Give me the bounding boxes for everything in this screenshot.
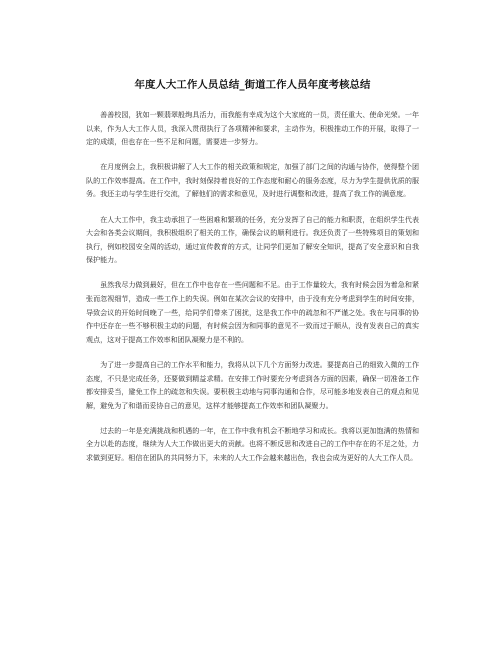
paragraph-2: 在月度例会上，我积极讲解了人大工作的相关政策和规定，加强了部门之间的沟通与协作，使得整个团队的工作效率提高。在工作中，我时刻保持着良好的工作态度和耐心的服务态度，尽力为学生提供优质的服务。我还主动与学生进行交流，了解他们的需求和意见，及时进行调整和改进，提高了我工作的满意度。 <box>86 162 419 199</box>
paragraph-3: 在人大工作中，我主动承担了一些困难和繁琐的任务，充分发挥了自己的能力和职责，在组织学生代表大会和各类会议期间，我积极组织了相关的工作，确保会议的顺利进行。我还负责了一些特殊项目的策划和执行，例如校园安全周的活动，通过宣传教育的方式，让同学们更加了解安全知识，提高了安全意识和自我保护能力。 <box>86 214 419 265</box>
paragraph-4: 虽然我尽力做到最好，但在工作中也存在一些问题和不足。由于工作量较大，我有时候会因为着急和紧张而忽视细节，造成一些工作上的失误。例如在某次会议的安排中，由于没有充分考虑到学生的时间安排，导致会议的开始时间晚了一些，给同学们带来了困扰，这是我工作中的疏忽和不严谨之处。我在与同事的协作中还存在一些不够积极主动的问题，有时候会因为和同事的意见不一致而过于顺从，没有发表自己的真实观点，这对于提高工作效率和团队凝聚力是不利的。 <box>86 280 419 344</box>
paragraph-5: 为了进一步提高自己的工作水平和能力，我将从以下几个方面努力改进。要提高自己的细致入微的工作态度，不只是完成任务，还要做到精益求精。在安排工作时要充分考虑到各方面的因素，确保一切准备工作都安排妥当，避免工作上的疏忽和失误。要积极主动地与同事沟通和合作，尽可能多地发表自己的观点和见解，避免为了和谐而妥协自己的意见，这样才能够提高工作效率和团队凝聚力。 <box>86 359 419 410</box>
document-title: 年度人大工作人员总结_街道工作人员年度考核总结 <box>134 79 371 91</box>
paragraph-1: 善善校园，犹如一颗翡翠般绚具活力，而我能有幸成为这个大家庭的一员，责任重大、使命光荣。一年以来，作为人大工作人员，我深入贯彻执行了各项精神和要求，主动作为，积极推动工作的开展，取得了一定的成绩，但也存在一些不足和问题，需要进一步努力。 <box>86 110 419 147</box>
paragraph-6: 过去的一年是充满挑战和机遇的一年，在工作中我有机会不断地学习和成长。我将以更加饱满的热情和全力以赴的态度，继续为人大工作做出更大的贡献。也将不断反思和改进自己的工作中存在的不足之处，力求做到更好。相信在团队的共同努力下，未来的人大工作会越来越出色，我也会成为更好的人大工作人员。 <box>86 425 419 462</box>
